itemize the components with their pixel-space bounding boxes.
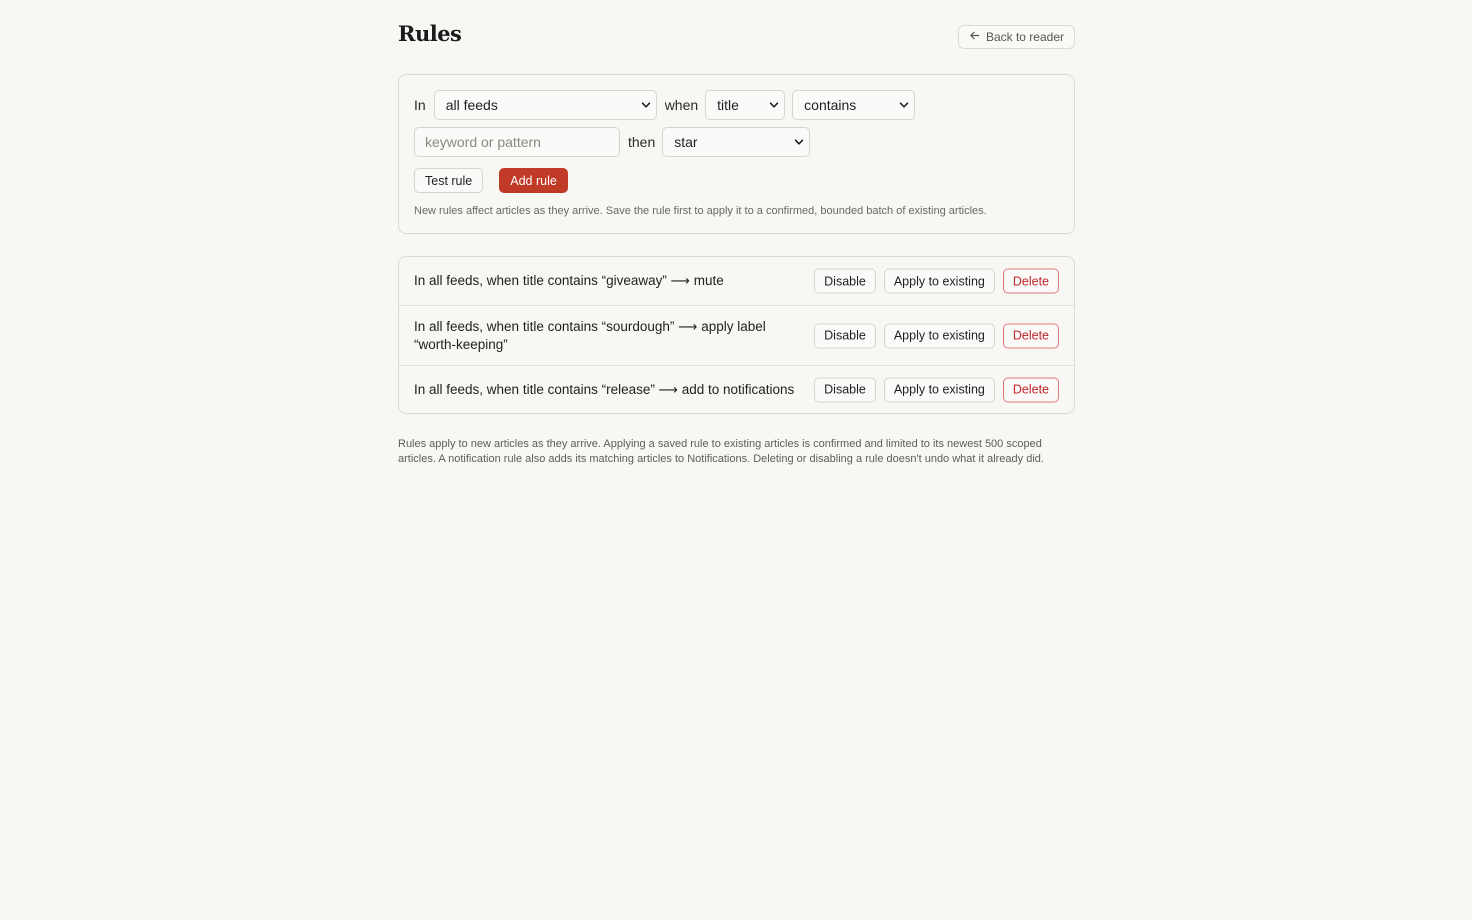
apply-to-existing-button[interactable]: Apply to existing bbox=[884, 323, 995, 348]
rules-footnote: Rules apply to new articles as they arrive. Applying a saved rule to existing articles is confirmed and limited to its newest 500 scoped articles. A notification rule also adds its matching articles to Notifications. Deleting or disabling a rule doesn't undo what it already did. bbox=[398, 438, 1044, 465]
arrow-left-icon bbox=[969, 30, 980, 44]
rule-row bbox=[399, 305, 1074, 365]
rule-actions bbox=[814, 269, 1059, 294]
feed-select-value: all feeds bbox=[445, 97, 498, 113]
chevron-down-icon bbox=[794, 134, 804, 150]
rule-actions bbox=[814, 377, 1059, 402]
when-label: when bbox=[664, 97, 699, 113]
disable-button[interactable]: Disable bbox=[814, 377, 876, 402]
page-title: Rules bbox=[398, 21, 462, 46]
add-rule-button[interactable]: Add rule bbox=[499, 168, 568, 193]
field-select[interactable] bbox=[705, 90, 785, 120]
test-rule-button[interactable]: Test rule bbox=[414, 168, 483, 193]
rule-condition-row bbox=[414, 90, 1059, 120]
chevron-down-icon bbox=[769, 97, 779, 113]
rule-actions bbox=[814, 323, 1059, 348]
then-label: then bbox=[628, 134, 656, 150]
rule-description: In all feeds, when title contains “giveaway” ⟶ mute bbox=[414, 273, 724, 288]
page-header bbox=[398, 0, 1075, 74]
delete-button[interactable]: Delete bbox=[1003, 269, 1059, 294]
form-hint: New rules affect articles as they arrive. Save the rule first to apply it to a confirmed, bounded batch of existing articles. bbox=[414, 205, 987, 217]
feed-select[interactable] bbox=[434, 90, 657, 120]
operator-select[interactable] bbox=[792, 90, 915, 120]
disable-button[interactable]: Disable bbox=[814, 323, 876, 348]
in-label: In bbox=[414, 97, 426, 113]
rules-list bbox=[398, 256, 1075, 414]
back-to-reader-label: Back to reader bbox=[985, 30, 1064, 44]
rule-description: In all feeds, when title contains “sourdough” ⟶ apply label “worth-keeping” bbox=[414, 318, 766, 352]
pattern-input-placeholder: keyword or pattern bbox=[425, 134, 541, 150]
delete-button[interactable]: Delete bbox=[1003, 377, 1059, 402]
back-to-reader-button[interactable] bbox=[958, 25, 1075, 49]
action-select[interactable] bbox=[662, 127, 810, 157]
rule-row bbox=[399, 257, 1074, 305]
rule-description: In all feeds, when title contains “release” ⟶ add to notifications bbox=[414, 381, 795, 397]
rule-row bbox=[399, 365, 1074, 413]
chevron-down-icon bbox=[899, 97, 909, 113]
apply-to-existing-button[interactable]: Apply to existing bbox=[884, 377, 995, 402]
pattern-input[interactable] bbox=[414, 127, 620, 157]
rules-page bbox=[398, 0, 1075, 467]
operator-select-value: contains bbox=[804, 97, 857, 113]
action-select-value: star bbox=[674, 134, 698, 150]
field-select-value: title bbox=[717, 97, 739, 113]
new-rule-form bbox=[398, 74, 1075, 234]
form-buttons bbox=[414, 168, 1059, 193]
apply-to-existing-button[interactable]: Apply to existing bbox=[884, 269, 995, 294]
rule-action-row bbox=[414, 127, 1059, 157]
chevron-down-icon bbox=[641, 97, 651, 113]
disable-button[interactable]: Disable bbox=[814, 269, 876, 294]
delete-button[interactable]: Delete bbox=[1003, 323, 1059, 348]
